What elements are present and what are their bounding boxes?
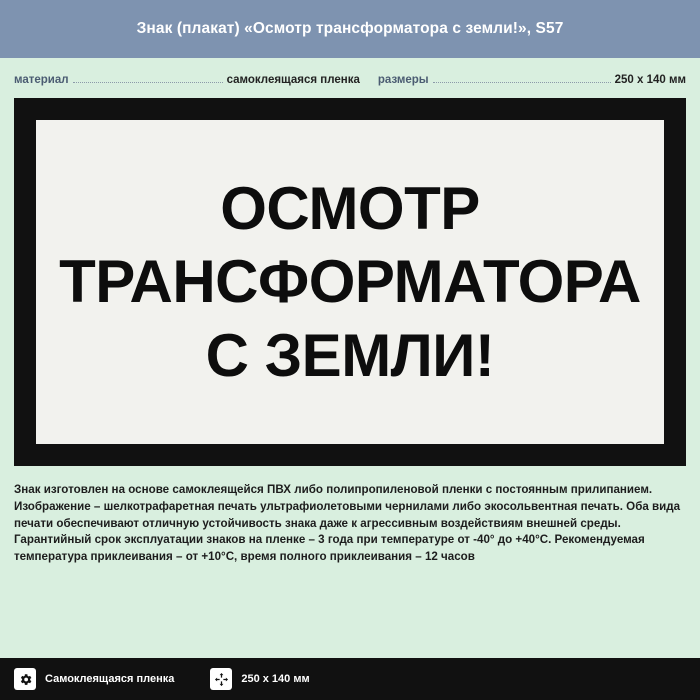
page-header <box>0 0 700 58</box>
page-footer <box>0 658 700 700</box>
sign-text-line-3: С ЗЕМЛИ! <box>205 321 495 389</box>
spec-material-label: материал <box>14 74 69 86</box>
spec-size-label: размеры <box>377 74 429 86</box>
product-description: Знак изготовлен на основе самоклеящейся ПВХ либо полипропиленовой пленки с постоянным прилипанием. Изображение – шелкотрафаретная печать ультрафиолетовыми чернилами либо экосольвентная печать. Оба вида печати обеспечивают отличную устойчивость знака даже к агрессивным воздействиям внешней среды. Гарантийный срок эксплуатации знаков на пленке – 3 года при температуре от -40° до +40°С. Рекомендуемая температура приклеивания – от +10°С, время полного приклеивания – 12 часов <box>14 483 681 564</box>
footer-size <box>210 668 309 690</box>
spec-material-value: самоклеящаяся пленка <box>226 74 360 86</box>
resize-arrows-icon <box>210 668 232 690</box>
page-title: Знак (плакат) «Осмотр трансформатора с земли!», S57 <box>136 20 564 37</box>
sign-text-line-2: ТРАНСФОРМАТОРА <box>59 248 641 316</box>
spec-size-value: 250 x 140 мм <box>614 74 686 86</box>
dot-leader <box>433 74 611 83</box>
footer-material-text: Самоклеящаяся пленка <box>45 673 175 685</box>
spec-material <box>14 74 360 86</box>
sign-image-wrapper <box>0 98 700 466</box>
footer-size-text: 250 x 140 мм <box>241 673 310 685</box>
dot-leader <box>73 74 223 83</box>
sign-inner-panel <box>36 120 664 444</box>
spec-size <box>378 74 686 86</box>
sign-text-line-1: ОСМОТР <box>220 174 480 242</box>
gear-icon <box>14 668 36 690</box>
specs-row <box>0 58 700 98</box>
sign-plate <box>14 98 686 466</box>
footer-material <box>14 668 174 690</box>
